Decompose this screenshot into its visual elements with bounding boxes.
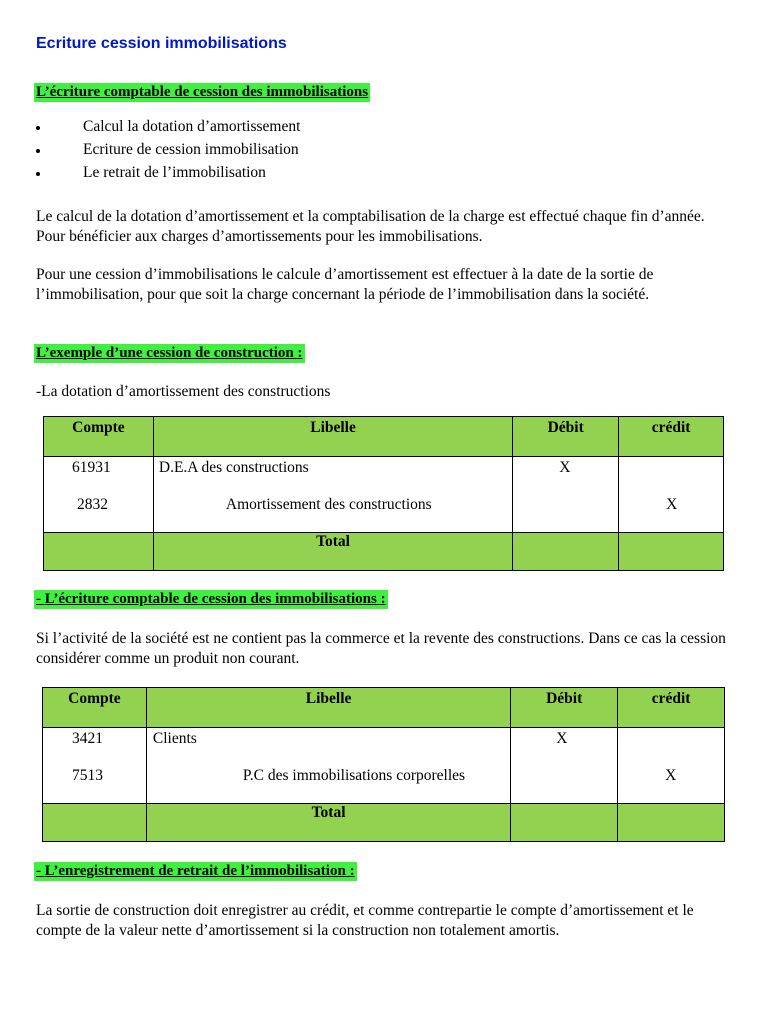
compte-cell: 2832: [77, 496, 108, 513]
column-header-debit: Débit: [511, 688, 618, 728]
bullet-icon: [36, 172, 40, 176]
total-label: Total: [153, 533, 512, 571]
column-header-libelle: Libelle: [146, 688, 510, 728]
compte-cell: 3421: [72, 730, 103, 747]
accounting-table-dotation: [43, 416, 724, 571]
section-heading-retrait: - L’enregistrement de retrait de l’immobilisation :: [36, 863, 355, 879]
compte-cell: 61931: [72, 459, 111, 476]
column-header-libelle: Libelle: [153, 417, 512, 457]
section-heading-cession: - L’écriture comptable de cession des immobilisations :: [36, 591, 386, 607]
libelle-cell: Clients: [152, 730, 197, 747]
libelle-cell: Amortissement des constructions: [225, 496, 432, 513]
credit-cell: X: [665, 767, 677, 784]
page-title: Ecriture cession immobilisations: [36, 35, 287, 52]
paragraph-dotation: Le calcul de la dotation d’amortissement et la comptabilisation de la charge est effectué chaque fin d’année. Pour bénéficier aux charges d’amortissements pour les immobilisations.: [36, 208, 705, 245]
table-caption: -La dotation d’amortissement des constructions: [36, 383, 331, 400]
column-header-credit: crédit: [619, 417, 724, 457]
section-heading-exemple: L’exemple d’une cession de construction :: [36, 345, 303, 361]
column-header-debit: Débit: [513, 417, 619, 457]
total-row: [44, 533, 724, 571]
section-heading-ecriture: L’écriture comptable de cession des immobilisations: [36, 84, 369, 100]
bullet-icon: [36, 149, 40, 153]
column-header-compte: Compte: [44, 417, 154, 457]
paragraph-retrait: La sortie de construction doit enregistrer au crédit, et comme contrepartie le compte d’amortissement et le compte de la valeur nette d’amortissement si la construction non totalement amortis.: [36, 902, 694, 939]
table-row: [43, 728, 725, 804]
column-header-credit: crédit: [618, 688, 725, 728]
paragraph-cession: Pour une cession d’immobilisations le calcule d’amortissement est effectuer à la date de la sortie de l’immobilisation, pour que soit la charge concernant la période de l’immobilisation dans la société.: [36, 266, 654, 303]
accounting-table-cession: [42, 687, 725, 842]
total-label: Total: [146, 804, 510, 842]
debit-cell: X: [556, 730, 568, 747]
debit-cell: X: [559, 459, 571, 476]
paragraph-activite: Si l’activité de la société est ne contient pas la commerce et la revente des constructions. Dans ce cas la cession considérer comme un produit non courant.: [36, 630, 726, 667]
credit-cell: X: [666, 496, 678, 513]
table-row: [44, 457, 724, 533]
total-row: [43, 804, 725, 842]
column-header-compte: Compte: [43, 688, 147, 728]
bullet-icon: [36, 126, 40, 130]
libelle-cell: P.C des immobilisations corporelles: [242, 767, 466, 784]
compte-cell: 7513: [72, 767, 103, 784]
libelle-cell: D.E.A des constructions: [158, 459, 309, 476]
